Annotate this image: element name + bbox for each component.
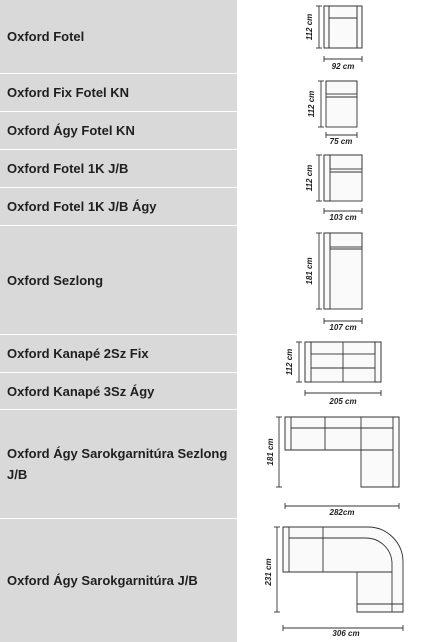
- width-dimension-label: 205 cm: [329, 397, 357, 406]
- height-dimension-label: 112 cm: [285, 348, 294, 376]
- width-dimension-label: 92 cm: [331, 62, 355, 71]
- height-dimension-label: 112 cm: [305, 164, 314, 192]
- product-name-oxford-fotel-1k-jb-agy[interactable]: Oxford Fotel 1K J/B Ágy: [0, 188, 238, 225]
- width-dimension-label: 306 cm: [332, 629, 360, 638]
- product-name-oxford-agy-fotel-kn[interactable]: Oxford Ágy Fotel KN: [0, 112, 238, 149]
- width-dimension-label: 107 cm: [329, 323, 357, 332]
- corner-sofa-rounded-diagram: [258, 522, 418, 640]
- product-name-oxford-agy-sarokgarnitura-jb[interactable]: Oxford Ágy Sarokgarnitúra J/B: [0, 519, 238, 642]
- no-arm-chair-diagram: [300, 77, 370, 147]
- width-dimension-label: 75 cm: [329, 137, 353, 146]
- one-arm-chair-diagram: [300, 153, 370, 223]
- product-name-oxford-fotel-1k-jb[interactable]: Oxford Fotel 1K J/B: [0, 150, 238, 187]
- height-dimension-label: 181 cm: [266, 438, 275, 466]
- product-name-oxford-kanape-2sz-fix[interactable]: Oxford Kanapé 2Sz Fix: [0, 335, 238, 372]
- armchair-diagram: [300, 2, 370, 72]
- two-seat-sofa-diagram: [270, 338, 400, 408]
- height-dimension-label: 231 cm: [264, 558, 273, 586]
- height-dimension-label: 181 cm: [305, 257, 314, 285]
- product-name-oxford-kanape-3sz-agy[interactable]: Oxford Kanapé 3Sz Ágy: [0, 373, 238, 409]
- height-dimension-label: 112 cm: [305, 13, 314, 41]
- product-name-oxford-agy-sarokgarnitura-sezlong-jb[interactable]: Oxford Ágy Sarokgarnitúra Sezlong J/B: [0, 410, 238, 518]
- height-dimension-label: 112 cm: [307, 90, 316, 118]
- product-name-oxford-fix-fotel-kn[interactable]: Oxford Fix Fotel KN: [0, 74, 238, 111]
- chaise-longue-diagram: [300, 229, 370, 333]
- product-name-oxford-fotel[interactable]: Oxford Fotel: [0, 0, 238, 73]
- product-name-oxford-sezlong[interactable]: Oxford Sezlong: [0, 226, 238, 334]
- width-dimension-label: 103 cm: [329, 213, 357, 222]
- corner-sofa-chaise-diagram: [262, 412, 412, 516]
- width-dimension-label: 282cm: [329, 508, 355, 517]
